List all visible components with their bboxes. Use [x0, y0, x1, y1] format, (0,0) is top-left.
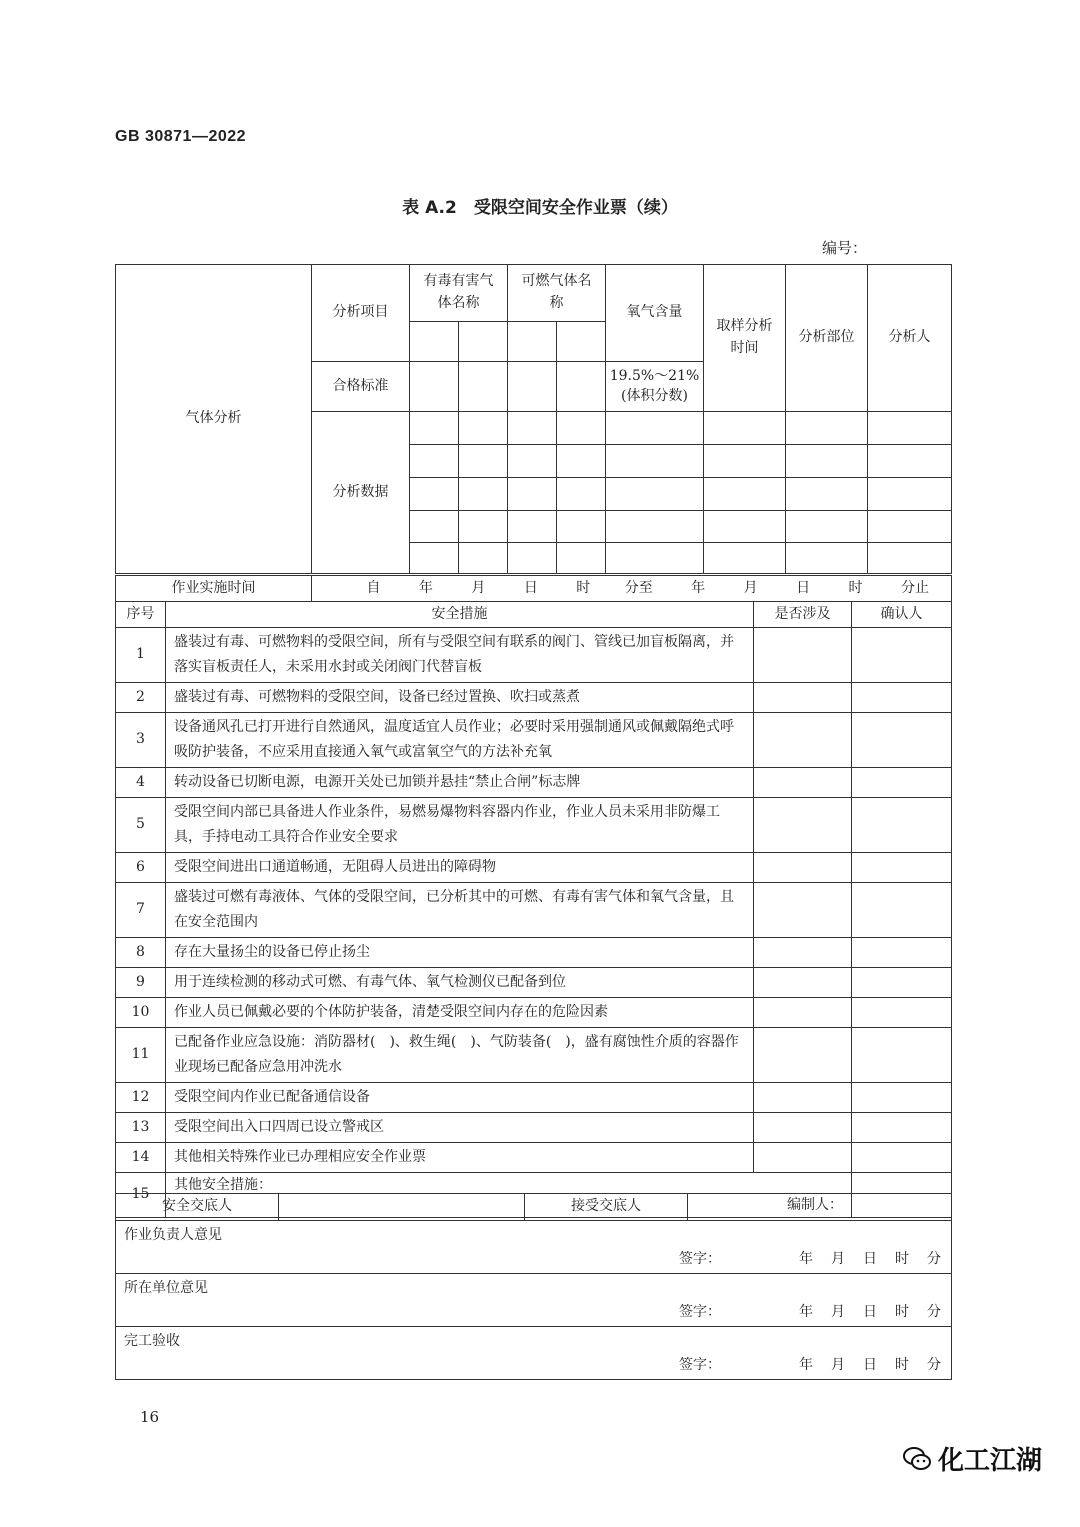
signoff-table — [115, 1220, 952, 1380]
measure-row — [116, 883, 952, 938]
signoff-label: 完工验收 — [124, 1333, 180, 1349]
data-cell[interactable] — [410, 543, 459, 574]
handover-receiver-label: 接受交底人 — [525, 1194, 688, 1221]
header-confirm: 确认人 — [852, 602, 952, 628]
data-cell[interactable] — [868, 478, 952, 511]
toxic-gas-header: 有毒有害气体名称 — [410, 265, 508, 322]
data-cell[interactable] — [508, 445, 557, 478]
sign-year: 年 — [799, 1251, 813, 1268]
measure-row — [116, 683, 952, 713]
toxic-gas-name-cell[interactable] — [459, 322, 508, 362]
analyst-header: 分析人 — [868, 265, 952, 412]
sign-min: 分 — [927, 1357, 941, 1374]
header-measure: 安全措施 — [166, 602, 754, 628]
signoff-label: 所在单位意见 — [124, 1280, 208, 1296]
signature-line — [679, 1302, 941, 1324]
time-hour: 时 — [576, 579, 591, 596]
involved-cell[interactable] — [754, 1028, 852, 1083]
time-day: 日 — [796, 579, 811, 596]
sign-label: 签字： — [679, 1357, 721, 1374]
involved-cell[interactable] — [754, 628, 852, 683]
time-min-end: 分止 — [900, 579, 929, 596]
safety-measures-table — [115, 601, 952, 1218]
measure-row — [116, 768, 952, 798]
data-cell[interactable] — [459, 478, 508, 511]
signoff-cell[interactable] — [116, 1274, 952, 1327]
measure-text: 存在大量扬尘的设备已停止扬尘 — [166, 938, 754, 968]
signoff-row — [116, 1274, 952, 1327]
data-cell[interactable] — [606, 445, 704, 478]
sign-label: 签字： — [679, 1251, 721, 1268]
page-number: 16 — [140, 1408, 160, 1426]
measure-no: 9 — [116, 968, 166, 998]
data-cell[interactable] — [508, 412, 557, 445]
sign-hour: 时 — [895, 1304, 909, 1321]
confirm-cell[interactable] — [852, 938, 952, 968]
confirm-cell[interactable] — [852, 683, 952, 713]
sign-min: 分 — [927, 1304, 941, 1321]
measure-row — [116, 1083, 952, 1113]
watermark-text: 化工江湖 — [937, 1446, 1042, 1476]
involved-cell[interactable] — [754, 853, 852, 883]
confirm-cell[interactable] — [852, 998, 952, 1028]
page-title: 表 A.2 受限空间安全作业票（续） — [402, 198, 678, 218]
measure-text: 受限空间出入口四周已设立警戒区 — [166, 1113, 754, 1143]
measure-text: 其他相关特殊作业已办理相应安全作业票 — [166, 1143, 754, 1173]
measure-text: 转动设备已切断电源，电源开关处已加锁并悬挂“禁止合闸”标志牌 — [166, 768, 754, 798]
standard-cell[interactable] — [410, 362, 459, 412]
measure-no: 6 — [116, 853, 166, 883]
data-cell[interactable] — [508, 511, 557, 543]
measure-row — [116, 628, 952, 683]
time-min-to: 分至 — [624, 579, 653, 596]
measure-row — [116, 968, 952, 998]
analysis-item-label: 分析项目 — [312, 265, 410, 362]
standard-cell[interactable] — [459, 362, 508, 412]
data-cell[interactable] — [786, 412, 868, 445]
data-cell[interactable] — [410, 445, 459, 478]
measure-no: 14 — [116, 1143, 166, 1173]
data-cell[interactable] — [606, 543, 704, 574]
handover-giver-field[interactable] — [279, 1194, 525, 1221]
data-cell[interactable] — [557, 511, 606, 543]
sign-month: 月 — [831, 1357, 845, 1374]
measure-text: 盛装过有毒、可燃物料的受限空间，设备已经过置换、吹扫或蒸煮 — [166, 683, 754, 713]
time-day: 日 — [523, 579, 538, 596]
data-cell[interactable] — [786, 543, 868, 574]
measure-no: 3 — [116, 713, 166, 768]
flammable-gas-header: 可燃气体名称 — [508, 265, 606, 322]
time-month: 月 — [471, 579, 486, 596]
involved-cell[interactable] — [754, 998, 852, 1028]
data-cell[interactable] — [868, 511, 952, 543]
watermark — [902, 1440, 1042, 1477]
measure-text: 已配备作业应急设施：消防器材( )、救生绳( )、气防装备( )，盛有腐蚀性介质的容器作业现场已配备应急用冲洗水 — [166, 1028, 754, 1083]
sign-month: 月 — [831, 1251, 845, 1268]
measure-row — [116, 938, 952, 968]
time-month: 月 — [743, 579, 758, 596]
number-label: 编号： — [821, 239, 867, 257]
confirm-cell[interactable] — [852, 1028, 952, 1083]
data-cell[interactable] — [786, 478, 868, 511]
confirm-cell[interactable] — [852, 798, 952, 853]
measure-row — [116, 853, 952, 883]
involved-cell[interactable] — [754, 1143, 852, 1173]
involved-cell[interactable] — [754, 1083, 852, 1113]
measure-row — [116, 1143, 952, 1173]
involved-cell[interactable] — [754, 938, 852, 968]
confirm-cell[interactable] — [852, 883, 952, 938]
sign-day: 日 — [863, 1357, 877, 1374]
involved-cell[interactable] — [754, 968, 852, 998]
sign-min: 分 — [927, 1251, 941, 1268]
measure-no: 4 — [116, 768, 166, 798]
compiler-label: 编制人： — [787, 1197, 843, 1214]
gas-section-label: 气体分析 — [116, 265, 312, 574]
flammable-gas-name-cell[interactable] — [557, 322, 606, 362]
work-time-table — [115, 575, 952, 602]
location-header: 分析部位 — [786, 265, 868, 412]
standard-cell[interactable] — [508, 362, 557, 412]
data-cell[interactable] — [606, 412, 704, 445]
standard-cell[interactable] — [557, 362, 606, 412]
measure-text: 作业人员已佩戴必要的个体防护装备，清楚受限空间内存在的危险因素 — [166, 998, 754, 1028]
data-cell[interactable] — [868, 412, 952, 445]
oxygen-standard — [606, 362, 704, 412]
sign-month: 月 — [831, 1304, 845, 1321]
data-cell[interactable] — [557, 543, 606, 574]
involved-cell[interactable] — [754, 883, 852, 938]
oxygen-standard-unit: (体积分数) — [621, 387, 688, 404]
signature-line — [679, 1249, 941, 1271]
involved-cell[interactable] — [754, 713, 852, 768]
measure-text: 盛装过可燃有毒液体、气体的受限空间，已分析其中的可燃、有毒有害气体和氧气含量，且在安全范围内 — [166, 883, 754, 938]
measure-no: 1 — [116, 628, 166, 683]
signoff-cell[interactable] — [116, 1221, 952, 1274]
sample-time-header: 取样分析时间 — [704, 265, 786, 412]
data-cell[interactable] — [606, 478, 704, 511]
measure-no: 15 — [116, 1173, 166, 1218]
data-cell[interactable] — [786, 445, 868, 478]
standard-label: 合格标准 — [312, 362, 410, 412]
sign-day: 日 — [863, 1251, 877, 1268]
gas-analysis-table — [115, 264, 952, 574]
analysis-data-label: 分析数据 — [312, 412, 410, 574]
work-time-range[interactable] — [312, 576, 952, 602]
measure-row — [116, 798, 952, 853]
signoff-row — [116, 1327, 952, 1380]
confirm-cell[interactable] — [852, 1113, 952, 1143]
oxygen-standard-range: 19.5%～21% — [609, 367, 700, 384]
data-cell[interactable] — [459, 511, 508, 543]
data-cell[interactable] — [459, 543, 508, 574]
data-cell[interactable] — [786, 511, 868, 543]
flammable-gas-name-cell[interactable] — [508, 322, 557, 362]
measure-no: 7 — [116, 883, 166, 938]
toxic-gas-name-cell[interactable] — [410, 322, 459, 362]
data-cell[interactable] — [704, 511, 786, 543]
measure-text: 受限空间内部已具备进人作业条件，易燃易爆物料容器内作业，作业人员未采用非防爆工具，手持电动工具符合作业安全要求 — [166, 798, 754, 853]
header-involved: 是否涉及 — [754, 602, 852, 628]
time-year: 年 — [691, 579, 706, 596]
sign-hour: 时 — [895, 1357, 909, 1374]
data-cell[interactable] — [508, 478, 557, 511]
other-measures-label: 其他安全措施： — [174, 1177, 272, 1193]
data-cell[interactable] — [410, 511, 459, 543]
sign-hour: 时 — [895, 1251, 909, 1268]
data-cell[interactable] — [459, 412, 508, 445]
confirm-cell[interactable] — [852, 853, 952, 883]
time-hour: 时 — [848, 579, 863, 596]
confirm-cell[interactable] — [852, 1143, 952, 1173]
data-cell[interactable] — [410, 412, 459, 445]
confirm-cell[interactable] — [852, 628, 952, 683]
data-cell[interactable] — [557, 412, 606, 445]
measure-text: 用于连续检测的移动式可燃、有毒气体、氧气检测仪已配备到位 — [166, 968, 754, 998]
measure-no: 11 — [116, 1028, 166, 1083]
signoff-cell[interactable] — [116, 1327, 952, 1380]
measure-no: 12 — [116, 1083, 166, 1113]
signoff-row — [116, 1221, 952, 1274]
data-cell[interactable] — [868, 445, 952, 478]
involved-cell[interactable] — [754, 1113, 852, 1143]
sign-year: 年 — [799, 1357, 813, 1374]
sign-year: 年 — [799, 1304, 813, 1321]
confirm-cell[interactable] — [852, 713, 952, 768]
measure-no: 13 — [116, 1113, 166, 1143]
data-cell[interactable] — [459, 445, 508, 478]
time-from: 自 — [366, 579, 381, 596]
handover-giver-label: 安全交底人 — [116, 1194, 279, 1221]
work-time-label: 作业实施时间 — [116, 576, 312, 602]
involved-cell[interactable] — [754, 798, 852, 853]
measure-no: 8 — [116, 938, 166, 968]
sign-day: 日 — [863, 1304, 877, 1321]
measure-row — [116, 1028, 952, 1083]
measure-no: 10 — [116, 998, 166, 1028]
confirm-cell[interactable] — [852, 968, 952, 998]
header-no: 序号 — [116, 602, 166, 628]
data-cell[interactable] — [557, 478, 606, 511]
measure-row — [116, 1113, 952, 1143]
confirm-cell[interactable] — [852, 1083, 952, 1113]
handover-receiver-field[interactable] — [688, 1194, 952, 1221]
data-cell[interactable] — [704, 412, 786, 445]
data-cell[interactable] — [508, 543, 557, 574]
measure-text: 受限空间进出口通道畅通，无阻碍人员进出的障碍物 — [166, 853, 754, 883]
sign-label: 签字： — [679, 1304, 721, 1321]
standard-number: GB 30871—2022 — [115, 128, 247, 145]
confirm-cell[interactable] — [852, 768, 952, 798]
data-cell[interactable] — [704, 478, 786, 511]
data-cell[interactable] — [704, 543, 786, 574]
data-cell[interactable] — [557, 445, 606, 478]
data-cell[interactable] — [704, 445, 786, 478]
measure-row — [116, 713, 952, 768]
measure-text: 盛装过有毒、可燃物料的受限空间，所有与受限空间有联系的阀门、管线已加盲板隔离，并落实盲板责任人，未采用水封或关闭阀门代替盲板 — [166, 628, 754, 683]
data-cell[interactable] — [410, 478, 459, 511]
measure-text: 设备通风孔已打开进行自然通风，温度适宜人员作业；必要时采用强制通风或佩戴隔绝式呼吸防护装备，不应采用直接通入氧气或富氧空气的方法补充氧 — [166, 713, 754, 768]
signature-line — [679, 1355, 941, 1377]
involved-cell[interactable] — [754, 768, 852, 798]
measure-row — [116, 998, 952, 1028]
oxygen-header: 氧气含量 — [606, 265, 704, 362]
measure-text: 受限空间内作业已配备通信设备 — [166, 1083, 754, 1113]
data-cell[interactable] — [868, 543, 952, 574]
time-year: 年 — [418, 579, 433, 596]
wechat-icon — [902, 1444, 932, 1474]
measure-no: 5 — [116, 798, 166, 853]
handover-table — [115, 1193, 952, 1221]
signoff-label: 作业负责人意见 — [124, 1227, 222, 1243]
measure-no: 2 — [116, 683, 166, 713]
involved-cell[interactable] — [754, 683, 852, 713]
data-cell[interactable] — [606, 511, 704, 543]
